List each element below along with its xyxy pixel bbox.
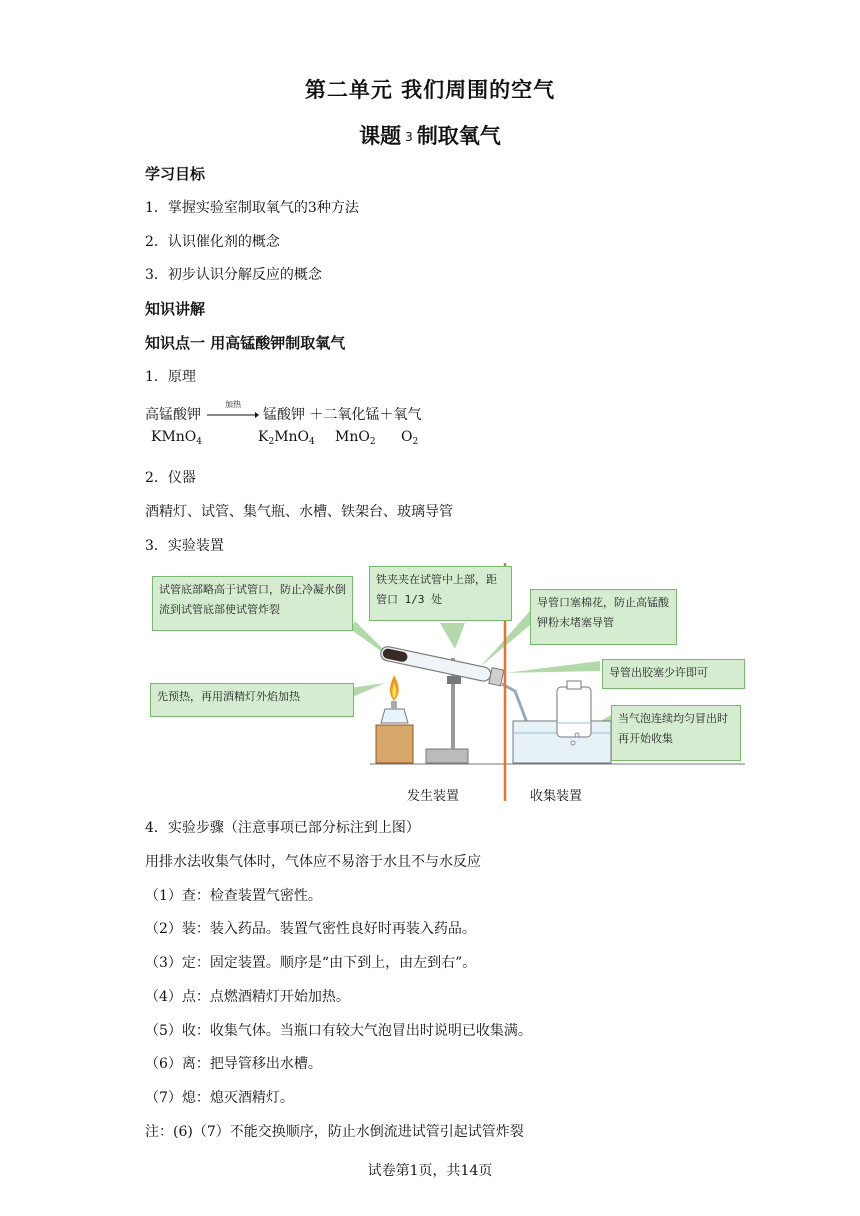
callout-collect-timing: 当气泡连续均匀冒出时再开始收集 [611, 705, 741, 761]
lesson-name: 制取氧气 [416, 124, 501, 148]
formula-mno2: MnO$_2$ [335, 429, 376, 447]
step-item: （5）收：收集气体。当瓶口有较大气泡冒出时说明已收集满。 [145, 1023, 532, 1039]
goal-item: 1．掌握实验室制取氧气的3种方法 [145, 200, 359, 216]
callout-iron-clamp: 铁夹夹在试管中上部，距管口 1/3 处 [369, 566, 512, 621]
lesson-prefix: 课题 [359, 124, 402, 148]
formula-k2mno4: $K_2MnO_4$ [258, 429, 315, 447]
steps-label: 4．实验步骤（注意事项已部分标注到上图） [145, 820, 420, 836]
formula-o2: $O_2$ [401, 429, 419, 447]
unit-title: 第二单元 我们周围的空气 [304, 78, 556, 102]
point1-heading: 知识点一 用高锰酸钾制取氧气 [145, 334, 346, 352]
step-item: （7）熄：熄灭酒精灯。 [145, 1090, 294, 1106]
condition-label: 加热 [225, 400, 241, 409]
step-item: （6）离：把导管移出水槽。 [145, 1056, 322, 1072]
setup-label: 3．实验装置 [145, 538, 224, 554]
callout-preheat: 先预热，再用酒精灯外焰加热 [150, 683, 354, 717]
formula-kmno4: KMnO$_4$ [151, 429, 203, 447]
reaction-equation [145, 400, 485, 450]
step-item: （3）定：固定装置。顺序是“由下到上，由左到右”。 [145, 955, 477, 971]
goals-heading: 学习目标 [145, 165, 206, 183]
lesson-title [0, 120, 860, 150]
steps-intro: 用排水法收集气体时，气体应不易溶于水且不与水反应 [145, 854, 481, 870]
reaction-arrow [207, 411, 259, 419]
callout-cotton: 导管口塞棉花，防止高锰酸钾粉末堵塞导管 [530, 589, 677, 645]
callout-tube-length: 导管出胶塞少许即可 [602, 659, 745, 689]
callout-tube-tilt: 试管底部略高于试管口，防止冷凝水倒流到试管底部使试管炸裂 [152, 576, 353, 631]
page-footer: 试卷第1页，共14页 [367, 1163, 493, 1179]
step-item: （4）点：点燃酒精灯开始加热。 [145, 989, 350, 1005]
step-note: 注：(6)（7）不能交换顺序，防止水倒流进试管引起试管炸裂 [145, 1124, 524, 1140]
reactant: 高锰酸钾 [145, 407, 201, 423]
step-item: （1）查：检查装置气密性。 [145, 888, 322, 904]
goal-item: 2．认识催化剂的概念 [145, 234, 280, 250]
lesson-number: 3 [405, 130, 413, 144]
apparatus-figure [145, 563, 745, 813]
goal-item: 3．初步认识分解反应的概念 [145, 267, 322, 283]
products: 锰酸钾 ＋二氧化锰＋氧气 [263, 407, 422, 423]
step-item: （2）装：装入药品。装置气密性良好时再装入药品。 [145, 921, 476, 937]
label-collection-setup: 收集装置 [530, 789, 583, 804]
principle-label: 1．原理 [145, 369, 196, 385]
knowledge-heading: 知识讲解 [145, 300, 206, 318]
apparatus-label: 2．仪器 [145, 470, 196, 486]
apparatus-text: 酒精灯、试管、集气瓶、水槽、铁架台、玻璃导管 [145, 504, 453, 520]
label-generation-setup: 发生装置 [407, 789, 460, 804]
